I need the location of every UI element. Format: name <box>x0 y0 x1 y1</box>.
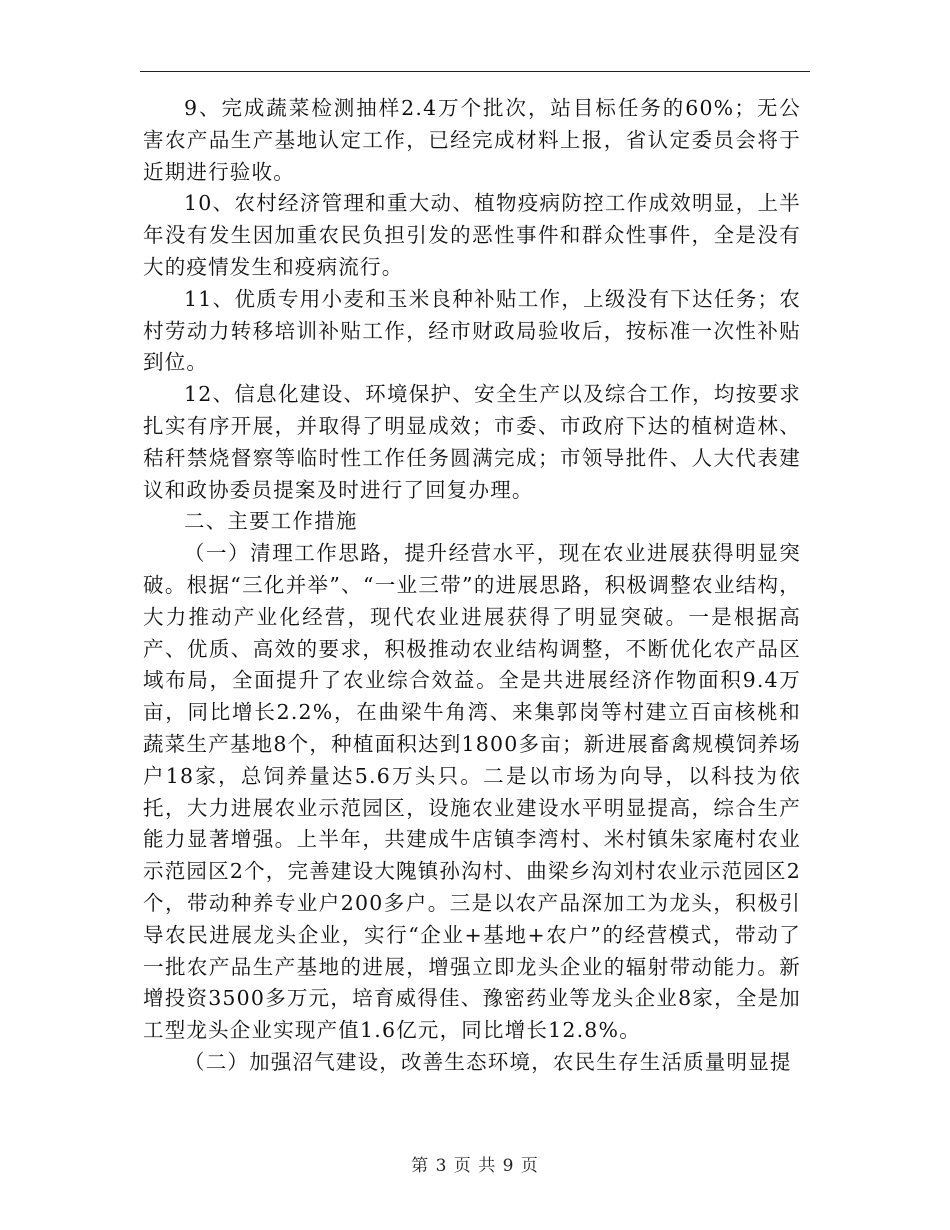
header-rule <box>140 71 810 72</box>
page-number: 第 3 页 共 9 页 <box>411 1156 539 1176</box>
section-heading: 二、主要工作措施 <box>184 509 358 534</box>
paragraph-10: 10、农村经济管理和重大动、植物疫病防控工作成效明显，上半年没有发生因加重农民负担引发的恶性事件和群众性事件，全是没有大的疫情发生和疫病流行。 <box>143 191 801 279</box>
paragraph-9: 9、完成蔬菜检测抽样2.4万个批次，站目标任务的60%；无公害农产品生产基地认定工作，已经完成材料上报，省认定委员会将于近期进行验收。 <box>143 96 801 184</box>
paragraph-12: 12、信息化建设、环境保护、安全生产以及综合工作，均按要求扎实有序开展，并取得了明显成效；市委、市政府下达的植树造林、秸秆禁烧督察等临时性工作任务圆满完成；市领导批件、人大代表建议和政协委员提案及时进行了回复办理。 <box>143 382 801 502</box>
paragraph-11: 11、优质专用小麦和玉米良种补贴工作，上级没有下达任务；农村劳动力转移培训补贴工作，经市财政局验收后，按标准一次性补贴到位。 <box>143 286 801 375</box>
document-body <box>143 93 801 1079</box>
paragraph-measure-2: （二）加强沼气建设，改善生态环境，农民生存生活质量明显提 <box>184 1049 792 1074</box>
paragraph-measure-1: （一）清理工作思路，提升经营水平，现在农业进展获得明显突破。根据“三化并举”、“一业三带”的进展思路，积极调整农业结构，大力推动产业化经营，现代农业进展获得了明显突破。一是根据高产、优质、高效的要求，积极推动农业结构调整，不断优化农产品区域布局，全面提升了农业综合效益。全是共进展经济作物面积9.4万亩，同比增长2.2%，在曲梁牛角湾、来集郭岗等村建立百亩核桃和蔬菜生产基地8个，种植面积达到1800多亩；新进展畜禽规模饲养场户18家，总饲养量达5.6万头只。二是以市场为向导，以科技为依托，大力进展农业示范园区，设施农业建设水平明显提高，综合生产能力显著增强。上半年，共建成牛店镇李湾村、米村镇朱家庵村农业示范园区2个，完善建设大隗镇孙沟村、曲梁乡沟刘村农业示范园区2个，带动种养专业户200多户。三是以农产品深加工为龙头，积极引导农民进展龙头企业，实行“企业+基地+农户”的经营模式，带动了一批农产品生产基地的进展，增强立即龙头企业的辐射带动能力。新增投资3500多万元，培育威得佳、豫密药业等龙头企业8家，全是加工型龙头企业实现产值1.6亿元，同比增长12.8%。 <box>143 541 801 1043</box>
